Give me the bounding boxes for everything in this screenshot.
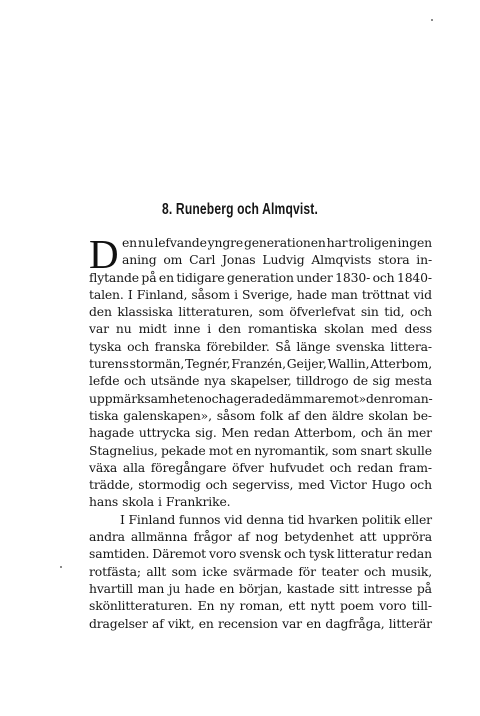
body-text bbox=[89, 231, 433, 632]
text-line: växa alla föregångare öfver hufvudet och redan fram- bbox=[89, 459, 432, 475]
text-line: uppmärksamheten och agerade dämmare mot »den roman- bbox=[89, 390, 433, 406]
page-speck bbox=[431, 19, 433, 21]
text-line: flytande på en tidigare generation under 1830- och 1840- bbox=[89, 269, 432, 285]
text-line: tiska galenskapen», såsom folk af den äldre skolan be- bbox=[89, 407, 432, 423]
text-line: lefde och utsände nya skapelser, tilldrogo de sig mesta bbox=[89, 373, 432, 389]
text-line: hagade uttrycka sig. Men redan Atterbom, och än mer bbox=[89, 425, 432, 441]
text-line: en nu lefvande yngre generationen har troligen ingen bbox=[122, 235, 432, 250]
text-line: aning om Carl Jonas Ludvig Almqvists stora in- bbox=[122, 252, 432, 268]
chapter-heading: 8. Runeberg och Almqvist. bbox=[162, 201, 318, 218]
text-line: dragelser af vikt, en recension var en dagfråga, litterär bbox=[89, 615, 432, 631]
text-line: talen. I Finland, såsom i Sverige, hade man tröttnat vid bbox=[89, 286, 432, 302]
text-line: hvartill man ju hade en början, kastade sitt intresse på bbox=[89, 580, 432, 596]
text-line: skönlitteraturen. En ny roman, ett nytt poem voro till- bbox=[89, 598, 432, 614]
text-line: rotfästa; allt som icke svärmade för teater och musik, bbox=[89, 563, 432, 579]
text-line: trädde, stormodig och segerviss, med Victor Hugo och bbox=[89, 477, 432, 493]
text-line: den klassiska litteraturen, som öfverlefvat sin tid, och bbox=[89, 304, 432, 320]
text-line: andra allmänna frågor af nog betydenhet att uppröra bbox=[89, 529, 432, 545]
text-line: I Finland funnos vid denna tid hvarken politik eller bbox=[120, 511, 432, 527]
page-speck bbox=[60, 566, 62, 568]
text-line: turens stormän, Tegnér, Franzén, Geijer, Wallin, Atterbom, bbox=[89, 356, 432, 372]
text-line: var nu midt inne i den romantiska skolan med dess bbox=[89, 321, 432, 337]
text-line: Stagnelius, pekade mot en nyromantik, som snart skulle bbox=[89, 442, 432, 458]
text-line: samtiden. Däremot voro svensk och tysk litteratur redan bbox=[89, 546, 432, 562]
drop-cap-letter: D bbox=[89, 231, 119, 277]
text-line: hans skola i Frankrike. bbox=[89, 494, 231, 510]
text-line: tyska och franska förebilder. Så länge svenska littera- bbox=[89, 338, 432, 354]
